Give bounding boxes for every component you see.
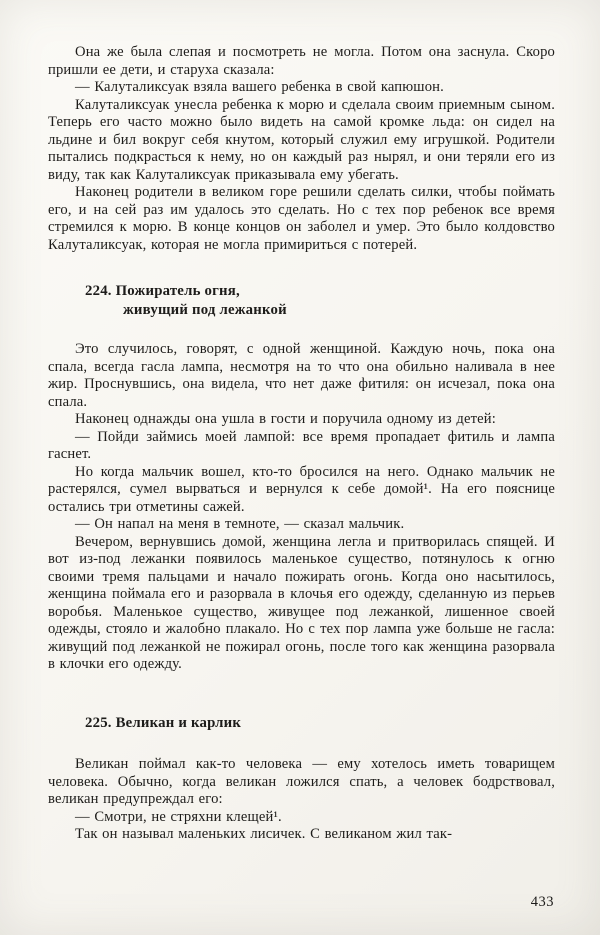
dialogue-line: — Калуталиксуак взяла вашего ребенка в свой капюшон. bbox=[75, 79, 444, 95]
paragraph: Калуталиксуак унесла ребенка к морю и сделала своим приемным сыном. Теперь его часто можно было видеть на самой кромке льда: он сидел на льдине и бил вокруг себя кнутом, который служил ему игрушкой. Родители пытались подкрасться к нему, но он каждый раз нырял, и они теряли его из виду, так как Калуталиксуак приказывала ему убегать. bbox=[48, 96, 555, 183]
story-heading-225 bbox=[85, 714, 555, 733]
paragraph: Вечером, вернувшись домой, женщина легла и притворилась спящей. И вот из-под лежанки появилось маленькое существо, потянулось к огню своими тремя пальцами и начало пожирать огонь. Когда оно насытилось, женщина поймала его и разорвала в клочья его одежду, сделанную из перьев воробья. Маленькое существо, живущее под лежанкой, лишенное своей одежды, стояло и жалобно плакало. Но с тех пор лампа уже больше не гасла: живущий под лежанкой не пожирал огонь, после того как женщина разорвала в клочки его одежду. bbox=[48, 533, 555, 672]
paragraph: Так он называл маленьких лисичек. С великаном жил так- bbox=[75, 826, 453, 842]
paragraph: Наконец родители в великом горе решили сделать силки, чтобы поймать его, и на сей раз им удалось это сделать. Но с тех пор ребенок все время стремился к морю. В конце концов он заболел и умер. Это было колдовство Калуталиксуак, которая не могла примириться с потерей. bbox=[48, 184, 555, 253]
dialogue-line: — Пойди займись моей лампой: все время пропадает фитиль и лампа гаснет. bbox=[48, 428, 555, 462]
dialogue-line: — Смотри, не стряхни клещей¹. bbox=[75, 808, 282, 825]
paragraph: Но когда мальчик вошел, кто-то бросился на него. Однако мальчик не растерялся, сумел вырваться и вернулся к себе домой¹. На его пояснице остались три отметины сажей. bbox=[48, 463, 555, 515]
paragraph: Она же была слепая и посмотреть не могла. Потом она заснула. Скоро пришли ее дети, и старуха сказала: bbox=[48, 44, 555, 78]
story-heading-224 bbox=[85, 282, 555, 319]
story-heading-line: 225. Великан и карлик bbox=[85, 714, 242, 731]
story-heading-line: 224. Пожиратель огня, bbox=[85, 283, 240, 299]
page-number: 433 bbox=[530, 894, 554, 910]
paragraph: Это случилось, говорят, с одной женщиной. Каждую ночь, пока она спала, всегда гасла лампа, несмотря на то что она обильно наливала в нее жир. Проснувшись, она видела, что нет даже фитиля: он исчезал, пока она спала. bbox=[48, 341, 555, 410]
paragraph: Великан поймал как-то человека — ему хотелось иметь товарищем человека. Обычно, когда великан ложился спать, а человек бодрствовал, великан предупреждал его: bbox=[48, 756, 555, 807]
dialogue-line: — Он напал на меня в темноте, — сказал мальчик. bbox=[75, 516, 405, 532]
story-heading-line: живущий под лежанкой bbox=[123, 301, 287, 318]
paragraph: Наконец однажды она ушла в гости и поручила одному из детей: bbox=[75, 411, 496, 427]
